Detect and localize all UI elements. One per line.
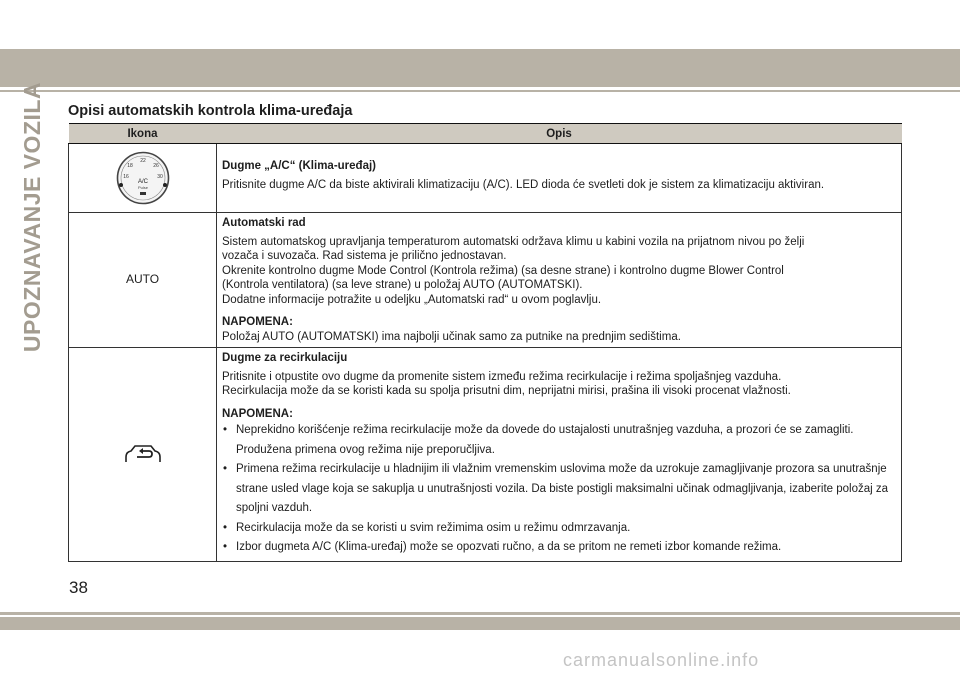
header-band (0, 49, 960, 87)
list-item: • Neprekidno korišćenje režima recirkulacije može da dovede do ustajalosti unutrašnjeg vazduha, a prozori će se zamagliti. Produžena primena ovog režima nije preporučljiva. (222, 421, 895, 460)
table-row-ac (69, 144, 902, 213)
ac-icon-cell (69, 144, 217, 213)
recirculation-description-cell (217, 348, 902, 562)
recirculation-text-line-1: Pritisnite i otpustite ovo dugme da promenite sistem između režima recirkulacije i režima spoljašnjeg vazduha. (222, 370, 782, 383)
svg-text:30: 30 (156, 174, 163, 180)
svg-text:22: 22 (139, 158, 146, 164)
auto-icon-cell (69, 213, 217, 348)
header-rule (0, 90, 960, 92)
auto-note-text: Položaj AUTO (AUTOMATSKI) ima najbolji učinak samo za putnike na prednjim sedištima. (222, 330, 681, 343)
svg-text:18: 18 (126, 163, 133, 169)
table-row-auto (69, 213, 902, 348)
ac-dial-icon (114, 151, 172, 205)
auto-heading: Automatski rad (222, 217, 306, 229)
svg-text:A/C: A/C (137, 179, 148, 185)
recirculation-icon (123, 443, 163, 465)
controls-table (68, 123, 902, 562)
page-number: 38 (69, 578, 88, 597)
column-header-description: Opis (217, 124, 902, 144)
list-item: • Izbor dugmeta A/C (Klima-uređaj) može se opozvati ručno, a da se pritom ne remeti izbor komande režima. (222, 538, 895, 558)
watermark: carmanualsonline.info (563, 650, 760, 670)
recirculation-note-list (222, 421, 895, 558)
auto-text-line-5: Dodatne informacije potražite u odeljku „Automatski rad“ u ovom poglavlju. (222, 293, 602, 306)
svg-text:26: 26 (152, 163, 159, 169)
ac-heading: Dugme „A/C“ (Klima-uređaj) (222, 160, 376, 172)
auto-text-line-3: Okrenite kontrolno dugme Mode Control (Kontrola režima) (sa desne strane) i kontrolno dugme Blower Control (222, 264, 784, 277)
footer-rule (0, 612, 960, 615)
auto-description-cell (217, 213, 902, 348)
list-item: • Primena režima recirkulacije u hladnijim ili vlažnim vremenskim uslovima može da uzrokuje zamagljivanje prozora sa unutrašnje strane usled vlage koja se sakuplja u unutrašnjosti vozila. Da biste postigli maksimalni učinak odmagljivanja, izaberite položaj za spoljni vazduh. (222, 460, 895, 519)
ac-description-cell (217, 144, 902, 213)
recirculation-icon-cell (69, 348, 217, 562)
section-side-title: UPOZNAVANJE VOZILA (19, 81, 45, 353)
list-item: • Recirkulacija može da se koristi u svim režimima osim u režimu odmrzavanja. (222, 519, 895, 539)
recirculation-text-line-2: Recirkulacija može da se koristi kada su spolja prisutni dim, neprijatni mirisi, prašina ili visoki procenat vlažnosti. (222, 385, 791, 397)
table-header-row (69, 124, 902, 144)
auto-label: AUTO (125, 272, 160, 287)
svg-text:16: 16 (122, 174, 129, 180)
recirculation-note-heading: NAPOMENA: (222, 407, 293, 420)
auto-text-line-1: Sistem automatskog upravljanja temperaturom automatski održava klimu u kabini vozila na prijatnom nivou po želji (222, 235, 805, 248)
recirculation-heading: Dugme za recirkulaciju (222, 352, 348, 364)
page-title: Opisi automatskih kontrola klima-uređaja (68, 103, 353, 119)
table-row-recirculation (69, 348, 902, 562)
footer-band (0, 617, 960, 630)
column-header-icon: Ikona (69, 124, 217, 144)
auto-note-heading: NAPOMENA: (222, 316, 293, 328)
ac-text: Pritisnite dugme A/C da biste aktivirali klimatizaciju (A/C). LED dioda će svetleti dok je sistem za klimatizaciju aktiviran. (222, 178, 825, 191)
svg-text:Pulse: Pulse (137, 185, 148, 190)
auto-text-line-2: vozača i suvozača. Rad sistema je prilično jednostavan. (222, 250, 507, 262)
auto-text-line-4: (Kontrola ventilatora) (sa leve strane) u položaj AUTO (AUTOMATSKI). (222, 279, 583, 291)
